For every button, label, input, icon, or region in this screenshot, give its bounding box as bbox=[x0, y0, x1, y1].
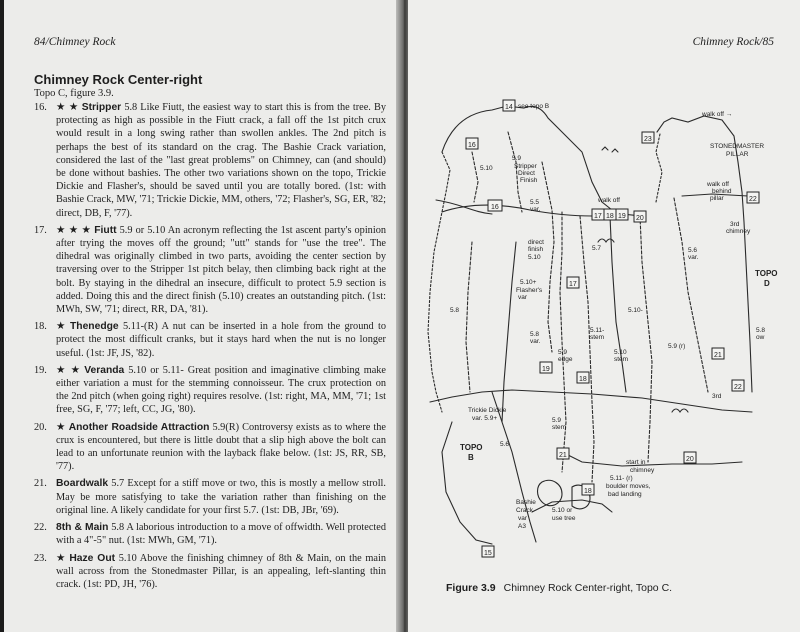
topo-use-tree: 5.10 or bbox=[552, 507, 573, 514]
route-number: 19. bbox=[34, 364, 47, 376]
topo-stonedmaster: STONEDMASTER bbox=[710, 143, 765, 150]
section-title: Chimney Rock Center-right bbox=[34, 72, 203, 87]
topo-boulder2: boulder moves, bbox=[606, 483, 651, 490]
topo-56: 5.6 bbox=[688, 247, 698, 254]
route-stars: ★ bbox=[56, 552, 67, 564]
topo-see-topo-b: see topo B bbox=[518, 103, 550, 110]
topo-flashers-var: var bbox=[518, 294, 528, 301]
topo-label-19: 19 bbox=[618, 213, 626, 220]
route-name: Stripper bbox=[81, 102, 122, 113]
route-name: Thenedge bbox=[70, 321, 119, 333]
route-number: 16. bbox=[34, 102, 47, 113]
running-head-left: 84/Chimney Rock bbox=[34, 36, 116, 48]
topo-stem2: stem bbox=[614, 356, 629, 363]
route-stars: ★ bbox=[56, 421, 66, 433]
topo-pillar2: pillar bbox=[710, 195, 724, 202]
topo-label-20b: 20 bbox=[686, 456, 694, 463]
topo-bashie4: A3 bbox=[518, 523, 526, 530]
topo-ow: ow bbox=[756, 334, 765, 341]
topo-d-letter: D bbox=[764, 279, 770, 288]
topo-label-18b: 18 bbox=[579, 376, 587, 383]
topo-58var: var. bbox=[530, 338, 541, 345]
topo-3rd-b: 3rd bbox=[712, 393, 722, 400]
topo-label-17b: 17 bbox=[569, 281, 577, 288]
route-entry bbox=[34, 552, 386, 592]
topo-510: 5.10 bbox=[480, 165, 493, 172]
topo-bashie2: Crack bbox=[516, 507, 533, 514]
topo-label-22b: 22 bbox=[734, 384, 742, 391]
route-list bbox=[34, 101, 386, 591]
topo-stem: stem bbox=[590, 334, 605, 341]
left-page bbox=[4, 0, 402, 632]
topo-59r: 5.9 (r) bbox=[668, 343, 686, 350]
topo-label-23: 23 bbox=[644, 136, 652, 143]
topo-label-18c: 18 bbox=[584, 488, 592, 495]
topo-finish: Finish bbox=[520, 177, 538, 184]
route-number: 23. bbox=[34, 552, 47, 564]
topo-edge: edge bbox=[558, 356, 573, 363]
route-text: 5.11-(R) A nut can be inserted in a hole from the ground to protect the most difficult cranks, but it stays hard when the nut is no longer useful. (1st: JF, JS, '82). bbox=[56, 321, 386, 359]
topo-walk-off-behind: walk off bbox=[707, 181, 729, 188]
running-head-right: Chimney Rock/85 bbox=[692, 36, 774, 48]
topo-55var: var. bbox=[530, 206, 541, 213]
route-entry bbox=[34, 224, 386, 316]
topo-58ow: 5.8 bbox=[756, 327, 766, 334]
topo-boulder: 5.11- (r) bbox=[610, 475, 633, 482]
route-entry bbox=[34, 101, 386, 220]
route-number: 17. bbox=[34, 224, 47, 236]
topo-57: 5.7 bbox=[592, 245, 602, 252]
topo-finish2: finish bbox=[528, 246, 544, 253]
topo-label-22: 22 bbox=[749, 196, 757, 203]
route-name: Veranda bbox=[84, 364, 125, 376]
topo-label-16: 16 bbox=[468, 142, 476, 149]
route-entry bbox=[34, 421, 386, 474]
route-text: 5.8 Like Fiutt, the easiest way to start this is from the tree. By protecting as high as possible in the Fiutt crack, a fall off the 1st pitch crux would result in a long swing rather than swollen ankles. The 2nd pitch is perhaps the best of its standard on the crag. The Bashie Crack variation, considered the last of the "last great problems" on Chimney, can (and should) be done without bashies. The other two variations shown on the topo, Trickie Dickie and Flasher's, should be saved until you are totally bored. (1st: with Bashie Crack, MW, '71; Trickie Dickie, MM, others, '72; Flasher's, SG, ER, '82; direct, DB, F, '77). bbox=[56, 102, 386, 219]
topo-flashers: Flasher's bbox=[516, 287, 543, 294]
topo-511stem: 5.11- bbox=[590, 327, 605, 334]
topo-b-label: TOPO bbox=[460, 443, 483, 452]
topo-510minus: 5.10- bbox=[628, 307, 643, 314]
topo-label-18: 18 bbox=[606, 213, 614, 220]
route-descriptions bbox=[34, 72, 386, 595]
topo-diagram bbox=[412, 92, 792, 572]
figure-caption bbox=[446, 582, 672, 594]
route-stars: ★ ★ bbox=[56, 364, 82, 376]
topo-direct2: direct bbox=[528, 239, 544, 246]
route-stars: ★ bbox=[56, 321, 67, 333]
topo-label-21b: 21 bbox=[559, 452, 567, 459]
topo-start-chimney: chimney bbox=[630, 467, 655, 474]
topo-59edge: 5.9 bbox=[558, 349, 568, 356]
route-text: 5.10 or 5.11- Great position and imaginative climbing make either variation a must for the stemming connoisseur. The crux protection on the 2nd pitch (when going right) requires resolve. (1st: right, MA, MM, '71; 1st free, SG, F, '77; left, CC, JG, '80). bbox=[56, 364, 387, 416]
topo-59stem: 5.9 bbox=[552, 417, 562, 424]
topo-label-16b: 16 bbox=[491, 204, 499, 211]
topo-chimney: chimney bbox=[726, 228, 751, 235]
topo-stripper: Stripper bbox=[514, 163, 537, 170]
route-text: 5.9(R) Controversy exists as to where the crux is encountered, but there is little doubt that a slip high above the bolt can lead to an unfortunate reunion with the layback flake below. (1st: JS, RR, SB, '77). bbox=[56, 421, 386, 473]
topo-3rd: 3rd bbox=[730, 221, 740, 228]
topo-56var: var. bbox=[688, 254, 699, 261]
figure-caption-text: Chimney Rock Center-right, Topo C. bbox=[503, 582, 673, 594]
topo-label-21: 21 bbox=[714, 352, 722, 359]
topo-trickie-var: var. 5.9+ bbox=[472, 415, 498, 422]
topo-start: start in bbox=[626, 459, 646, 466]
route-entry bbox=[34, 364, 386, 417]
route-entry bbox=[34, 521, 386, 547]
topo-510stem: 5.10 bbox=[614, 349, 627, 356]
route-number: 18. bbox=[34, 321, 47, 333]
route-name: Another Roadside Attraction bbox=[68, 421, 210, 433]
route-name: 8th & Main bbox=[56, 522, 109, 534]
route-name: Fiutt bbox=[94, 224, 117, 236]
topo-walk-off-right: walk off → bbox=[702, 111, 733, 118]
topo-58b: 5.8 bbox=[530, 331, 540, 338]
topo-56b: 5.6 bbox=[500, 441, 510, 448]
topo-direct: Direct bbox=[518, 170, 535, 177]
figure-label: Figure 3.9 bbox=[446, 582, 496, 594]
topo-trickie: Trickie Dickie bbox=[468, 407, 507, 414]
topo-use-tree2: use tree bbox=[552, 515, 576, 522]
route-text: 5.10 Above the finishing chimney of 8th & Main, on the main wall across from the Stonedmaster Pillar, is an appealing, left-slanting thin crack. (1st: PD, JH, '76). bbox=[56, 552, 386, 590]
topo-label-20: 20 bbox=[636, 215, 644, 222]
topo-walk-off-mid: walk off bbox=[598, 197, 620, 204]
section-subtitle: Topo C, figure 3.9. bbox=[34, 88, 114, 99]
topo-510plus: 5.10+ bbox=[520, 279, 537, 286]
route-number: 20. bbox=[34, 421, 47, 433]
route-text: 5.8 A laborious introduction to a move of offwidth. Well protected with a 4"-5" nut. (1st: MWh, GM, '71). bbox=[56, 522, 386, 547]
route-name: Haze Out bbox=[69, 552, 116, 564]
topo-pillar: PILLAR bbox=[726, 151, 749, 158]
route-stars: ★ ★ bbox=[56, 102, 79, 113]
topo-bashie3: var bbox=[518, 515, 528, 522]
topo-boulder3: bad landing bbox=[608, 491, 642, 498]
topo-59: 5.9 bbox=[512, 155, 522, 162]
route-text: 5.9 or 5.10 An acronym reflecting the 1st ascent party's opinion after trying the moves off the ground; "utt" stands for "use the tree". The dihedral was originally climbed in two parts, avoiding the center section by traversing over to the Stripper 1st pitch belay, then climbing back right at the bolt. By staying in the dihedral an insecure, difficult to protect 5.9 section is added. Doing this and the direct finish (5.10) creates an outstanding pitch. (1st: MWh, SW, '71; direct, RR, DA, '81). bbox=[56, 224, 386, 316]
route-number: 21. bbox=[34, 478, 47, 490]
route-name: Boardwalk bbox=[56, 478, 109, 490]
topo-label-17: 17 bbox=[594, 213, 602, 220]
right-page bbox=[408, 0, 800, 632]
topo-label-14: 14 bbox=[505, 104, 513, 111]
topo-d-label: TOPO bbox=[755, 269, 778, 278]
topo-510b: 5.10 bbox=[528, 254, 541, 261]
topo-bashie: Bashie bbox=[516, 499, 536, 506]
route-entry bbox=[34, 477, 386, 517]
route-text: 5.7 Except for a stiff move or two, this is mostly a mellow stroll. May be more satisfying to take the variation rather than finishing on the original line. A likely candidate for your first 5.7. (1st: DB, JBr, '69). bbox=[56, 478, 386, 516]
topo-55: 5.5 bbox=[530, 199, 540, 206]
route-number: 22. bbox=[34, 522, 47, 534]
route-entry bbox=[34, 320, 386, 360]
topo-label-15: 15 bbox=[484, 550, 492, 557]
topo-b-letter: B bbox=[468, 453, 474, 462]
route-stars: ★ ★ ★ bbox=[56, 224, 92, 236]
topo-behind: behind bbox=[712, 188, 732, 195]
topo-58: 5.8 bbox=[450, 307, 460, 314]
topo-label-19b: 19 bbox=[542, 366, 550, 373]
topo-stem3: stem bbox=[552, 424, 567, 431]
